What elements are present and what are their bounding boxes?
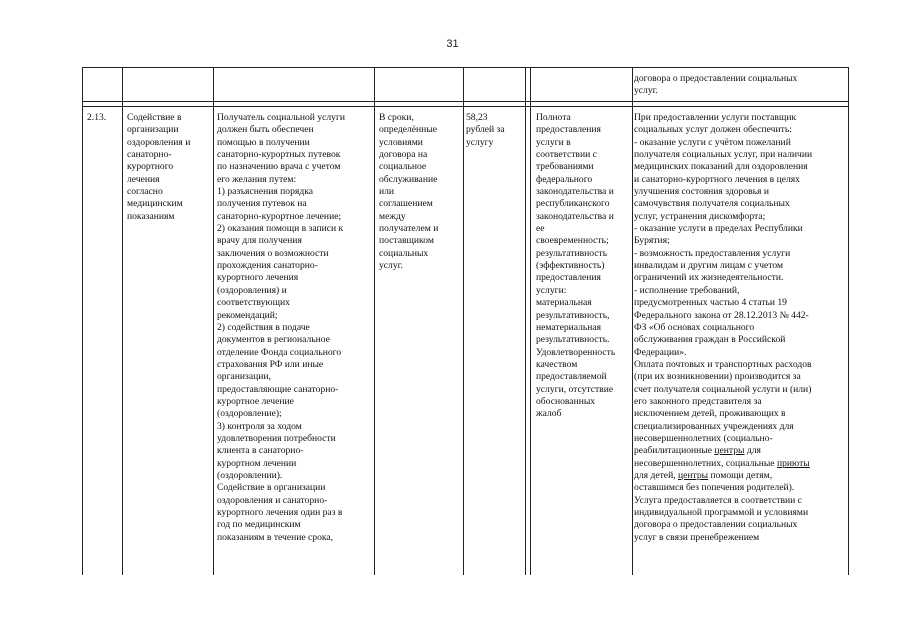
page-number: 31 — [446, 38, 459, 50]
underlined-word-shelters: приюты — [776, 457, 810, 469]
service-conditions — [634, 112, 848, 544]
table-rule — [82, 67, 849, 68]
service-price: 58,23 рублей за услугу — [466, 112, 505, 148]
table-rule — [374, 67, 375, 575]
conditions-text: помощи детям, оставшимся без попечения родителей). Услуга предоставляется в соответствии с индивидуальной программой и условиями договора о предоставлении социальных услуг в связи пренебрежением — [634, 469, 809, 543]
conditions-text: для детей, — [634, 469, 676, 481]
quality-indicators: Полнота предоставления услуги в соответствии с требованиями федерального законодательства и республиканского законодательства и ее своевременность; результативность (эффективность) предоставления услуги: материальная результативность, нематериальная результативность. Удовлетворенность качеством предоставляемой услуги, отсутствие обоснованных жалоб — [536, 112, 616, 420]
table-rule — [122, 67, 123, 575]
conditions-text: При предоставлении услуги поставщик социальных услуг должен обеспечить: - оказание услуги с учётом пожеланий получателя социальных услуг, при наличии медицинских показаний для оздоровления и санаторно-курортного лечения в целях улучшения состояния здоровья и самочувствия получателя социальных услуг, устранения дискомфорта; - оказание услуги в пределах Республики Бурятия; - возможность предоставления услуги инвалидам и другим лицам с учетом ограничений их жизнедеятельности. - исполнение требований, предусмотренных частью 4 статьи 19 Федерального закона от 28.12.2013 № 442- ФЗ «Об основах социального обслуживания граждан в Российской Федерации». Оплата почтовых и транспортных расходов (при их возникновении) производится за счет получателя социальной услуги и (или) его законного представителя за исключением детей, проживающих в специализированных учреждениях для несовершеннолетних (социально- реабилитационные — [634, 112, 813, 457]
row-number: 2.13. — [87, 112, 107, 123]
conditions-text: для несовершеннолетних, социальные — [634, 445, 775, 469]
table-rule — [463, 67, 464, 575]
table-rule — [632, 67, 633, 575]
underlined-word-centers: центры — [678, 469, 709, 481]
service-content: Получатель социальной услуги должен быть обеспечен помощью в получении санаторно-курортных путевок по назначению врача с учетом его желания путем: 1) разъяснения порядка получения путевок на санаторно-курортное лечение; 2) оказания помощи в записи к врачу для получения заключения о возможности прохождения санаторно- курортного лечения (оздоровления) и соответствующих рекомендаций; 2) содействия в подаче документов в региональное отделение Фонда социального страхования РФ или иные организации, предоставляющие санаторно- курортное лечение (оздоровление); 3) контроля за ходом удовлетворения потребности клиента в санаторно- курортном лечении (оздоровлении). Содействие в организации оздоровления и санаторно- курортного лечения один раз в год по медицинским показаниям в течение срока, — [217, 112, 346, 543]
prev-row-conditions: договора о предоставлении социальных услуг. — [634, 73, 798, 97]
services-table — [82, 67, 849, 575]
table-rule — [213, 67, 214, 575]
table-rule — [82, 106, 849, 107]
table-rule — [82, 67, 83, 575]
table-rule — [848, 67, 849, 575]
underlined-word-centers: центры — [714, 445, 745, 457]
service-terms: В сроки, определённые условиями договора на социальное обслуживание или соглашением между получателем и поставщиком социальных услуг. — [379, 112, 439, 272]
table-rule — [530, 67, 531, 575]
table-rule — [82, 101, 849, 102]
table-rule — [525, 67, 526, 575]
service-name: Содействие в организации оздоровления и санаторно- курортного лечения согласно медицинским показаниям — [127, 112, 191, 222]
